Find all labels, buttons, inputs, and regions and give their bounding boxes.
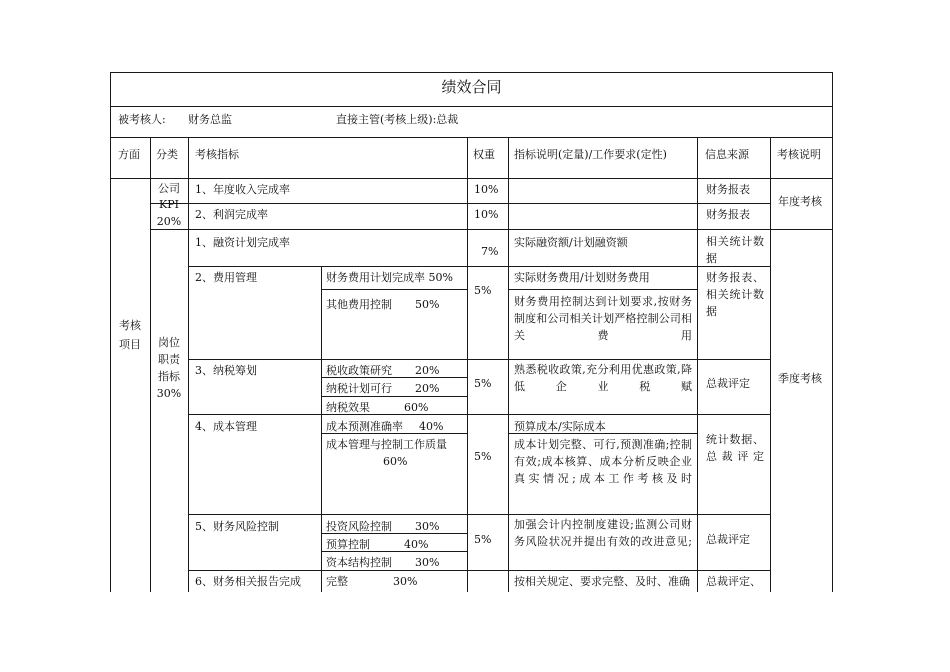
indicator-profit: 2、利润完成率 [195,208,268,221]
note-quarterly: 季度考核 [778,372,822,385]
column-header-source: 信息来源 [705,148,749,161]
sub-investment-risk: 投资风险控制 [326,520,392,533]
sub-cost-quality: 成本管理与控制工作质量 [326,438,447,451]
table-rule [697,137,698,592]
table-border-top [110,72,833,73]
indicator-tax: 3、纳税筹划 [195,364,257,377]
weight-financing: 7% [481,245,499,258]
weight-profit: 10% [474,208,499,221]
table-rule [188,414,770,415]
table-rule [188,266,770,267]
sub-report-complete-pct: 30% [393,575,418,588]
sub-cost-forecast-pct: 40% [419,420,444,433]
sub-capital-structure-pct: 30% [415,556,440,569]
table-rule [110,106,833,107]
column-header-description: 指标说明(定量)/工作要求(定性) [514,148,667,161]
assessee-label: 被考核人: [118,113,166,126]
table-border-left [110,72,111,592]
sub-investment-risk-pct: 30% [415,520,440,533]
indicator-risk: 5、财务风险控制 [195,520,279,533]
weight-revenue: 10% [474,183,499,196]
desc-risk: 加强会计内控制度建设;监测公司财务风险状况并提出有效的改进意见; [514,518,692,548]
column-header-note: 考核说明 [777,148,821,161]
weight-tax: 5% [474,377,492,390]
table-border-right [832,72,833,592]
aspect-label: 考核项目 [119,319,141,351]
indicator-revenue: 1、年度收入完成率 [195,183,290,196]
sub-other-expense-pct: 50% [415,298,440,311]
sub-cost-quality-pct: 60% [383,455,408,468]
weight-expense: 5% [474,284,492,297]
category-post-line2: 职责 [158,353,180,366]
source-report: 总裁评定、 [706,575,761,588]
desc-tax: 熟悉税收政策,充分利用优惠政策,降低企业税赋 [514,363,692,393]
sub-finance-expense: 财务费用计划完成率 50% [326,271,453,284]
desc-expense-1: 实际财务费用/计划财务费用 [514,271,650,284]
desc-expense-2: 财务费用控制达到计划要求,按财务制度和公司相关计划严格控制公司相关费用 [514,295,692,342]
desc-report: 按相关规定、要求完整、及时、准确 [514,575,690,588]
category-post-line3: 指标 [158,370,180,383]
category-post-line4: 30% [156,387,182,400]
source-risk: 总裁评定 [706,533,750,546]
table-rule [188,359,770,360]
sub-tax-plan-pct: 20% [415,382,440,395]
category-kpi-line2: KPI [159,198,179,211]
source-tax: 总裁评定 [706,377,750,390]
sub-tax-plan: 纳税计划可行 [326,382,392,395]
table-rule [508,289,697,290]
sub-tax-effect: 纳税效果 [326,401,370,414]
sub-budget-control-pct: 40% [404,538,429,551]
table-rule [321,289,467,290]
table-rule [508,137,509,592]
assessee-value: 财务总监 [188,113,232,126]
column-header-weight: 权重 [473,148,495,161]
indicator-report: 6、财务相关报告完成 [195,575,301,588]
sub-report-complete: 完整 [326,575,348,588]
source-expense: 财务报表、相关统计数据 [706,271,764,318]
table-rule [150,203,770,204]
weight-cost: 5% [474,450,492,463]
table-rule [467,137,468,592]
weight-risk: 5% [474,533,492,546]
source-profit: 财务报表 [706,208,750,221]
table-rule [188,570,770,571]
category-post-line1: 岗位 [158,336,180,349]
table-rule [188,137,189,592]
table-rule [770,137,771,592]
column-header-aspect: 方面 [118,148,140,161]
page-title: 绩效合同 [441,78,502,96]
column-header-indicator: 考核指标 [195,148,239,161]
source-revenue: 财务报表 [706,183,750,196]
sub-budget-control: 预算控制 [326,538,370,551]
desc-cost-1: 预算成本/实际成本 [514,420,606,433]
category-kpi-line1: 公司 [158,182,180,195]
table-rule [188,514,770,515]
column-header-category: 分类 [156,148,178,161]
source-cost: 统计数据、总裁评定 [706,433,764,463]
indicator-expense: 2、费用管理 [195,271,257,284]
table-rule [110,137,833,138]
desc-cost-2: 成本计划完整、可行,预测准确;控制有效;成本核算、成本分析反映企业真实情况;成本工作考核及时 [514,438,692,485]
indicator-financing: 1、融资计划完成率 [195,236,290,249]
sub-tax-policy-pct: 20% [415,364,440,377]
sub-other-expense: 其他费用控制 [326,298,392,311]
sub-cost-forecast: 成本预测准确率 [326,420,403,433]
sub-capital-structure: 资本结构控制 [326,556,392,569]
sub-tax-effect-pct: 60% [404,401,429,414]
indicator-cost: 4、成本管理 [195,420,257,433]
supervisor-label: 直接主管(考核上级):总裁 [336,113,459,126]
note-annual: 年度考核 [778,195,822,208]
table-rule [150,229,833,230]
table-rule [321,266,322,592]
table-rule [110,178,833,179]
source-financing: 相关统计数据 [706,235,764,265]
desc-financing: 实际融资额/计划融资额 [514,236,628,249]
sub-tax-policy: 税收政策研究 [326,364,392,377]
category-kpi-line3: 20% [156,215,182,228]
